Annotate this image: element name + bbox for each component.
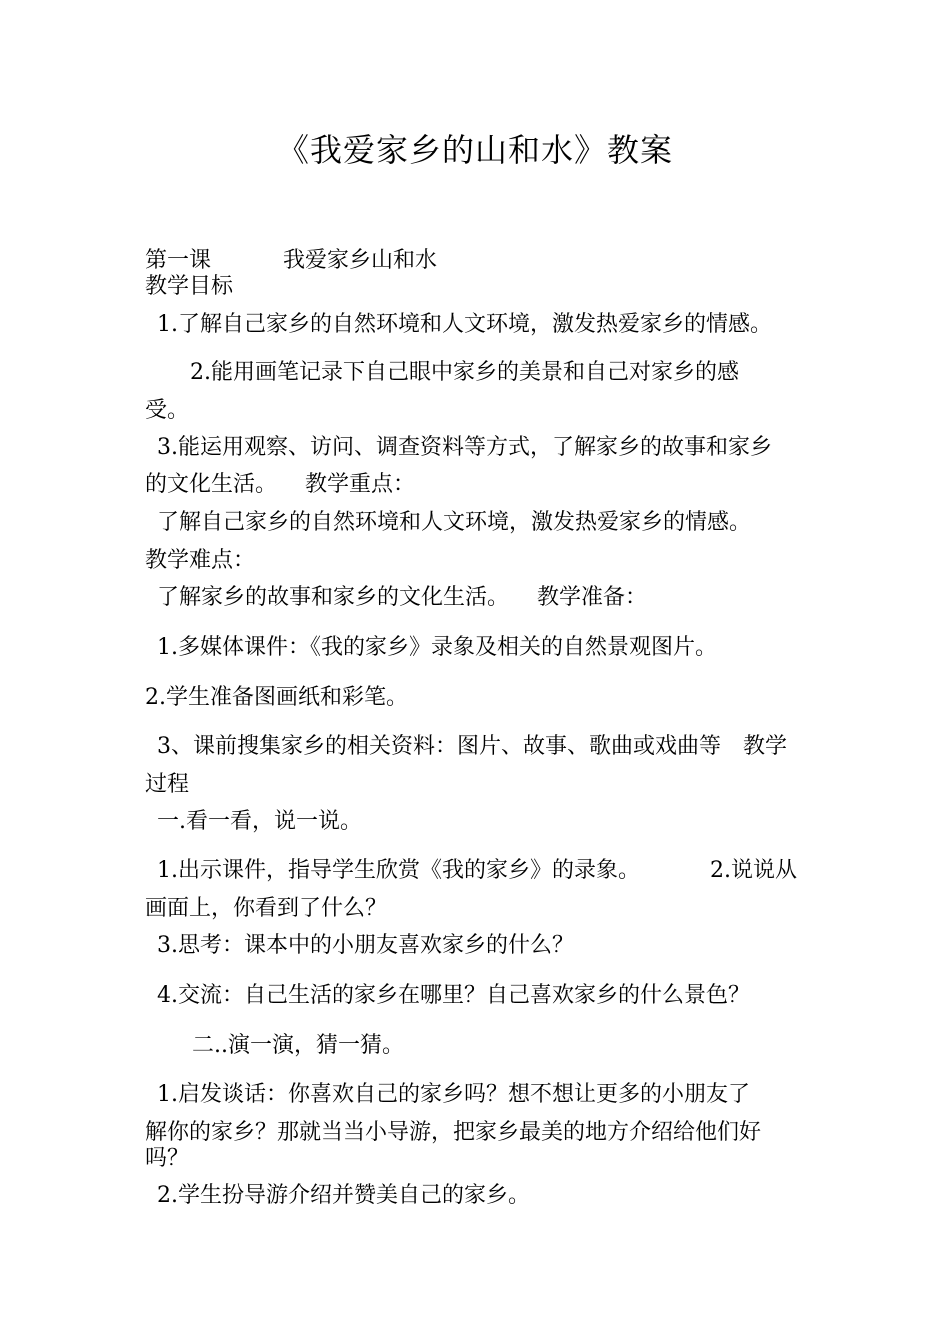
goal-2-line-2: 受。 xyxy=(145,398,190,423)
section-2-heading: 二..演一演，猜一猜。 xyxy=(192,1033,404,1058)
difficulty-heading: 教学难点： xyxy=(145,548,256,573)
key-text: 了解自己家乡的自然环境和人文环境，激发热爱家乡的情感。 xyxy=(157,510,752,535)
step-1-3: 3.思考：课本中的小朋友喜欢家乡的什么？ xyxy=(157,933,574,958)
goal-1: 1.了解自己家乡的自然环境和人文环境，激发热爱家乡的情感。 xyxy=(157,312,772,337)
prep-2: 2.学生准备图画纸和彩笔。 xyxy=(145,685,408,710)
key-heading: 教学重点： xyxy=(305,472,416,497)
prep-heading: 教学准备： xyxy=(537,585,648,610)
step-2-1-line-2: 解你的家乡？那就当当小导游，把家乡最美的地方介绍给他们好 xyxy=(145,1120,762,1145)
section-1-heading: 一.看一看，说一说。 xyxy=(157,809,362,834)
step-2-1-line-3: 吗？ xyxy=(145,1146,190,1171)
prep-3: 3、课前搜集家乡的相关资料：图片、故事、歌曲或戏曲等 xyxy=(157,734,721,759)
goal-3-line-1: 3.能运用观察、访问、调查资料等方式，了解家乡的故事和家乡 xyxy=(157,435,772,460)
prep-1: 1.多媒体课件：《我的家乡》录象及相关的自然景观图片。 xyxy=(157,635,717,660)
step-1-2-part-2: 画面上，你看到了什么？ xyxy=(145,896,388,921)
step-2-1-line-1: 1.启发谈话：你喜欢自己的家乡吗？想不想让更多的小朋友了 xyxy=(157,1082,750,1107)
goals-heading: 教学目标 xyxy=(145,274,234,299)
prep-3-line xyxy=(157,732,822,762)
goal-2-line-1: 2.能用画笔记录下自己眼中家乡的美景和自己对家乡的感 xyxy=(190,360,739,385)
step-2-2: 2.学生扮导游介绍并赞美自己的家乡。 xyxy=(157,1183,530,1208)
step-1-1-line xyxy=(157,856,822,886)
document-title: 《我爱家乡的山和水》教案 xyxy=(276,131,673,169)
goal-3-line-2 xyxy=(145,470,810,500)
goal-3-line-2-text: 的文化生活。 xyxy=(145,472,278,497)
difficulty-line xyxy=(157,583,822,613)
step-1-2-part-1: 2.说说从 xyxy=(710,858,797,883)
difficulty-text: 了解家乡的故事和家乡的文化生活。 xyxy=(157,585,510,610)
lesson-label: 第一课 xyxy=(145,248,212,273)
step-1-1: 1.出示课件，指导学生欣赏《我的家乡》的录象。 xyxy=(157,858,640,883)
process-heading-part-1: 教学 xyxy=(743,734,788,759)
step-1-4: 4.交流：自己生活的家乡在哪里？自己喜欢家乡的什么景色？ xyxy=(157,983,750,1008)
process-heading-part-2: 过程 xyxy=(145,772,190,797)
lesson-name: 我爱家乡山和水 xyxy=(283,248,438,273)
